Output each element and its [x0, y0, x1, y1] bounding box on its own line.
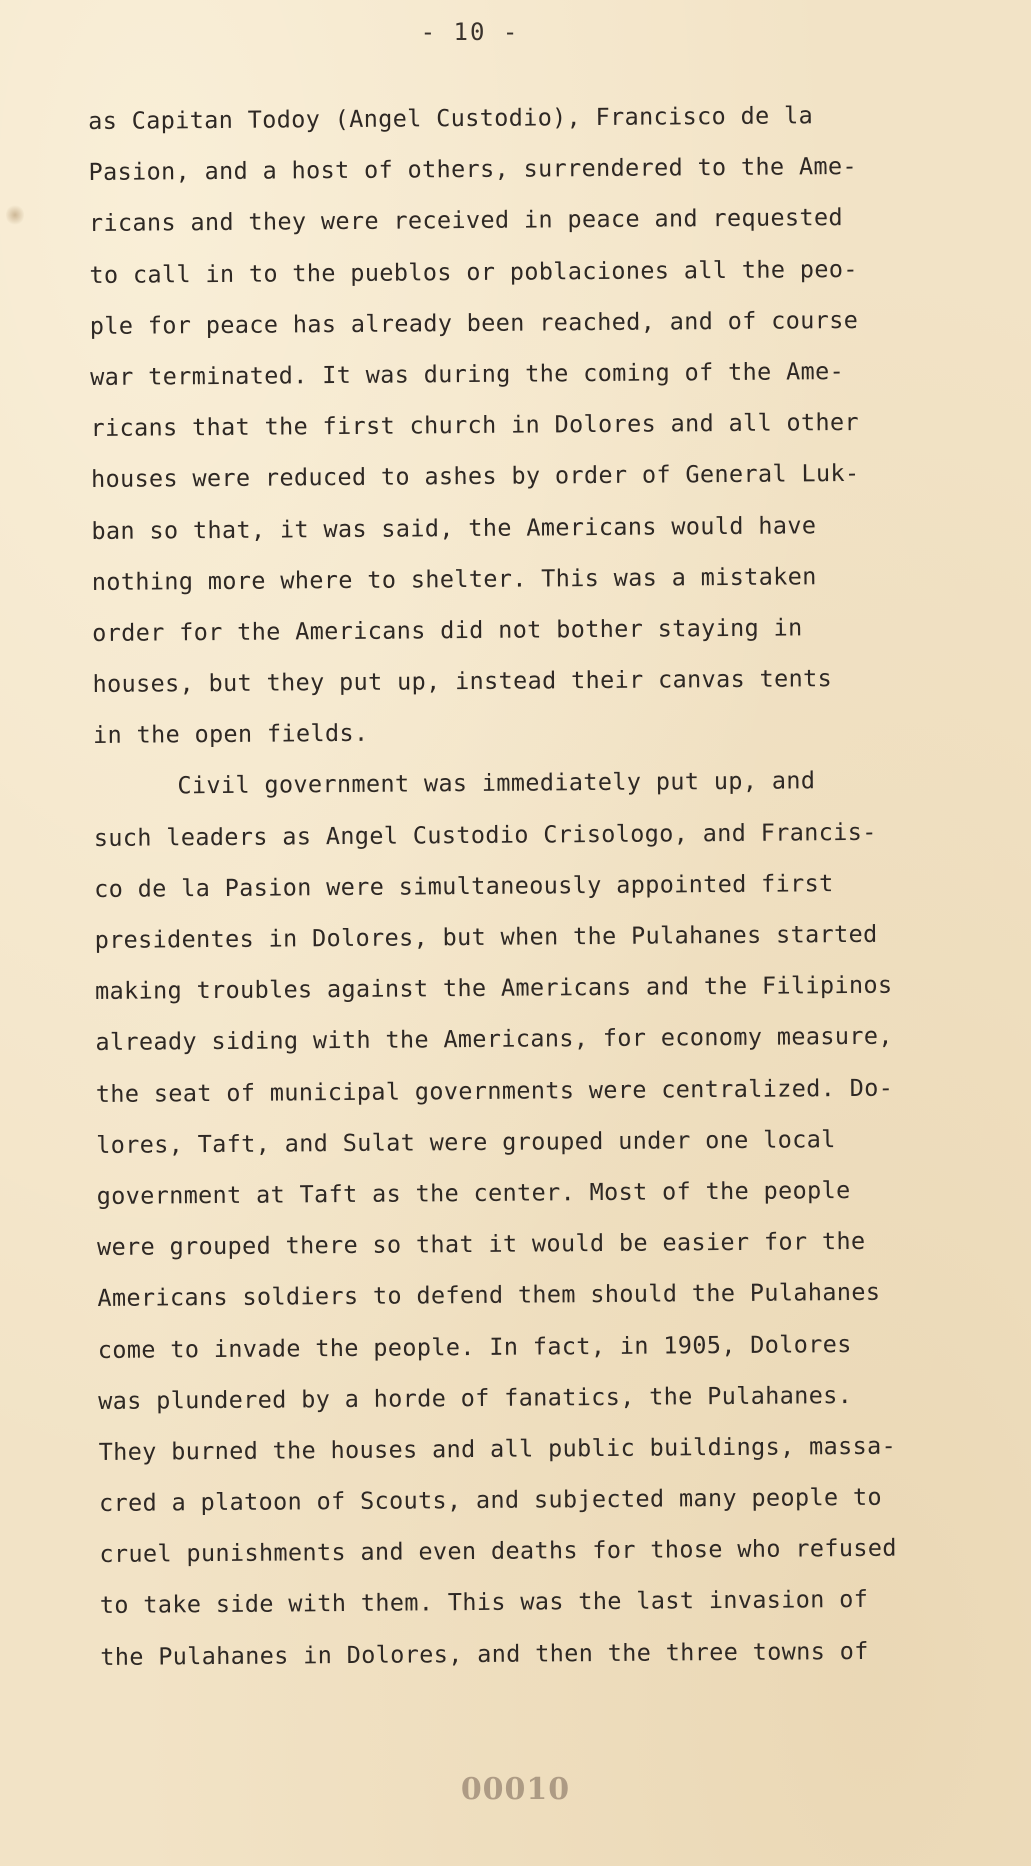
text-line: already siding with the Americans, for economy measure,	[95, 1022, 893, 1057]
text-line: presidentes in Dolores, but when the Pulahanes started	[94, 919, 878, 954]
text-line: such leaders as Angel Custodio Crisologo, and Francis-	[93, 817, 877, 852]
text-line: co de la Pasion were simultaneously appointed first	[94, 868, 834, 903]
text-line: to call in to the pueblos or poblaciones all the peo-	[89, 254, 858, 289]
text-line: cruel punishments and even deaths for those who refused	[99, 1533, 897, 1569]
text-line: the seat of municipal governments were centralized. Do-	[95, 1073, 894, 1108]
text-line: order for the Americans did not bother staying in	[92, 613, 803, 647]
body-text	[88, 89, 1000, 1683]
text-line: They burned the houses and all public buildings, massa-	[98, 1431, 897, 1466]
text-line: come to invade the people. In fact, in 1905, Dolores	[97, 1329, 852, 1364]
text-line: Americans soldiers to defend them should the Pulahanes	[97, 1278, 881, 1313]
text-line: the Pulahanes in Dolores, and then the three towns of	[100, 1636, 869, 1671]
text-line: was plundered by a horde of fanatics, the Pulahanes.	[98, 1380, 853, 1415]
text-line: ple for peace has already been reached, and of course	[89, 305, 859, 340]
paper-stain	[6, 204, 24, 226]
text-line: to take side with them. This was the last invasion of	[99, 1585, 869, 1620]
archive-stamp-number: 00010	[460, 1772, 571, 1807]
text-line: as Capitan Todoy (Angel Custodio), Francisco de la	[88, 101, 814, 135]
text-line: Pasion, and a host of others, surrendered to the Ame-	[88, 152, 858, 187]
text-line: houses were reduced to ashes by order of General Luk-	[90, 459, 860, 494]
text-line: nothing more where to shelter. This was a mistaken	[91, 561, 817, 596]
page-number: - 10 -	[420, 18, 520, 46]
text-line: cred a platoon of Scouts, and subjected many people to	[98, 1482, 883, 1518]
text-line: war terminated. It was during the coming of the Ame-	[90, 357, 845, 391]
text-line: in the open fields.	[92, 719, 369, 750]
text-line: ban so that, it was said, the Americans would have	[91, 510, 817, 545]
text-line: ricans that the first church in Dolores and all other	[90, 408, 860, 443]
text-line: making troubles against the Americans and the Filipinos	[94, 970, 893, 1006]
text-line: lores, Taft, and Sulat were grouped under one local	[96, 1124, 836, 1159]
text-line: ricans and they were received in peace and requested	[88, 203, 843, 238]
text-line: were grouped there so that it would be easier for the	[96, 1227, 866, 1262]
text-line: houses, but they put up, instead their canvas tents	[92, 664, 833, 699]
text-line: government at Taft as the center. Most of the people	[96, 1175, 851, 1210]
paragraph-start-line: Civil government was immediately put up, and	[177, 766, 816, 800]
